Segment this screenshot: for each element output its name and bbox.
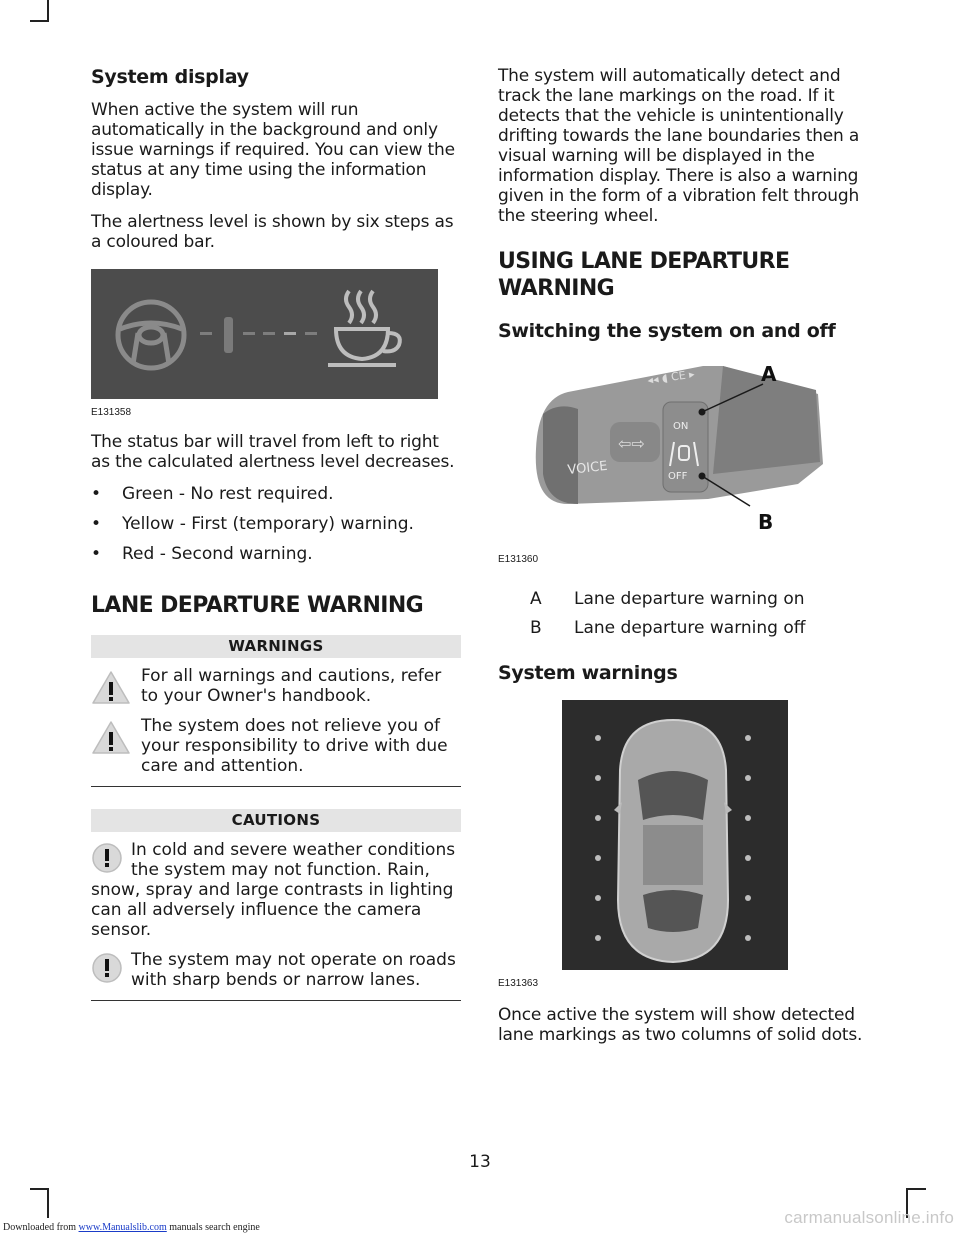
svg-text:◂◂ ◖ CE ▸: ◂◂ ◖ CE ▸ <box>646 367 696 387</box>
alertness-color-list <box>91 484 461 564</box>
caution-circle-icon <box>91 952 123 984</box>
list-item: • Red - Second warning. <box>91 544 313 564</box>
alertness-step-active <box>224 317 233 353</box>
crop-mark <box>30 20 49 22</box>
lane-display-figure <box>498 700 870 989</box>
system-warnings-heading: System warnings <box>498 662 678 684</box>
page-number: 13 <box>469 1152 491 1172</box>
caution-item: In cold and severe weather conditions the system may not function. Rain, snow, spray and large contrasts in lighting can all adversely influence the camera sensor. <box>91 840 456 940</box>
warnings-box <box>91 635 461 787</box>
list-item: • Green - No rest required. <box>91 484 334 504</box>
svg-text:⇦⇨: ⇦⇨ <box>618 434 645 453</box>
bullet-icon: • <box>91 484 102 504</box>
footer: Downloaded from www.Manualslib.com manuals search engine <box>3 1222 260 1233</box>
left-column <box>91 66 461 1001</box>
figure-code: E131358 <box>91 407 132 418</box>
right-column <box>498 66 870 1057</box>
warning-triangle-icon <box>91 670 131 706</box>
callout-b: B <box>758 510 774 534</box>
callout-a: A <box>761 362 777 386</box>
watermark: carmanualsonline.info <box>784 1208 954 1227</box>
system-display-heading: System display <box>91 66 249 88</box>
paragraph: The status bar will travel from left to right as the calculated alertness level decreases. <box>91 432 455 472</box>
lane-departure-heading: LANE DEPARTURE WARNING <box>91 593 424 618</box>
divider <box>91 1000 461 1001</box>
crop-mark <box>47 1188 49 1218</box>
voice-label: VOICE <box>566 458 609 478</box>
stalk-figure <box>498 354 870 565</box>
caution-circle-icon <box>91 842 123 874</box>
on-label: ON <box>673 421 689 432</box>
warning-item: For all warnings and cautions, refer to your Owner's handbook. <box>91 666 461 706</box>
paragraph: Once active the system will show detected lane markings as two columns of solid dots. <box>498 1005 863 1045</box>
caution-item: The system may not operate on roads with sharp bends or narrow lanes. <box>91 950 461 990</box>
figure-code: E131363 <box>498 978 539 989</box>
alertness-display-image <box>91 269 438 399</box>
cautions-box <box>91 809 461 1001</box>
lane-dots-display-image <box>498 700 790 970</box>
figure-code: E131360 <box>498 554 539 565</box>
bullet-icon: • <box>91 544 102 564</box>
car-top-view-icon <box>614 720 732 962</box>
stalk-switch-image <box>498 354 828 546</box>
callout-legend <box>498 589 870 638</box>
bullet-icon: • <box>91 514 102 534</box>
crop-mark <box>47 0 49 20</box>
legend-row: B Lane departure warning off <box>530 618 806 638</box>
off-label: OFF <box>668 471 688 482</box>
crop-mark <box>906 1188 926 1190</box>
alertness-figure <box>91 269 461 418</box>
using-lane-departure-heading: USING LANE DEPARTURE WARNING <box>498 249 790 301</box>
warnings-title: WARNINGS <box>91 635 461 658</box>
paragraph: The alertness level is shown by six steps as a coloured bar. <box>91 212 454 252</box>
switching-heading: Switching the system on and off <box>498 320 836 342</box>
legend-row: A Lane departure warning on <box>530 589 805 609</box>
manualslib-link[interactable]: www.Manualslib.com <box>78 1222 167 1233</box>
cautions-title: CAUTIONS <box>91 809 461 832</box>
list-item: • Yellow - First (temporary) warning. <box>91 514 414 534</box>
warning-triangle-icon <box>91 720 131 756</box>
divider <box>91 786 461 787</box>
warning-item: The system does not relieve you of your responsibility to drive with due care and attention. <box>91 716 461 776</box>
paragraph: The system will automatically detect and track the lane markings on the road. If it detects that the vehicle is unintentionally drifting towards the lane boundaries then a visual warning will be displayed in the information display. There is also a warning given in the form of a vibration felt through the steering wheel. <box>498 66 860 226</box>
paragraph: When active the system will run automatically in the background and only issue warnings if required. You can view the status at any time using the information display. <box>91 100 455 200</box>
